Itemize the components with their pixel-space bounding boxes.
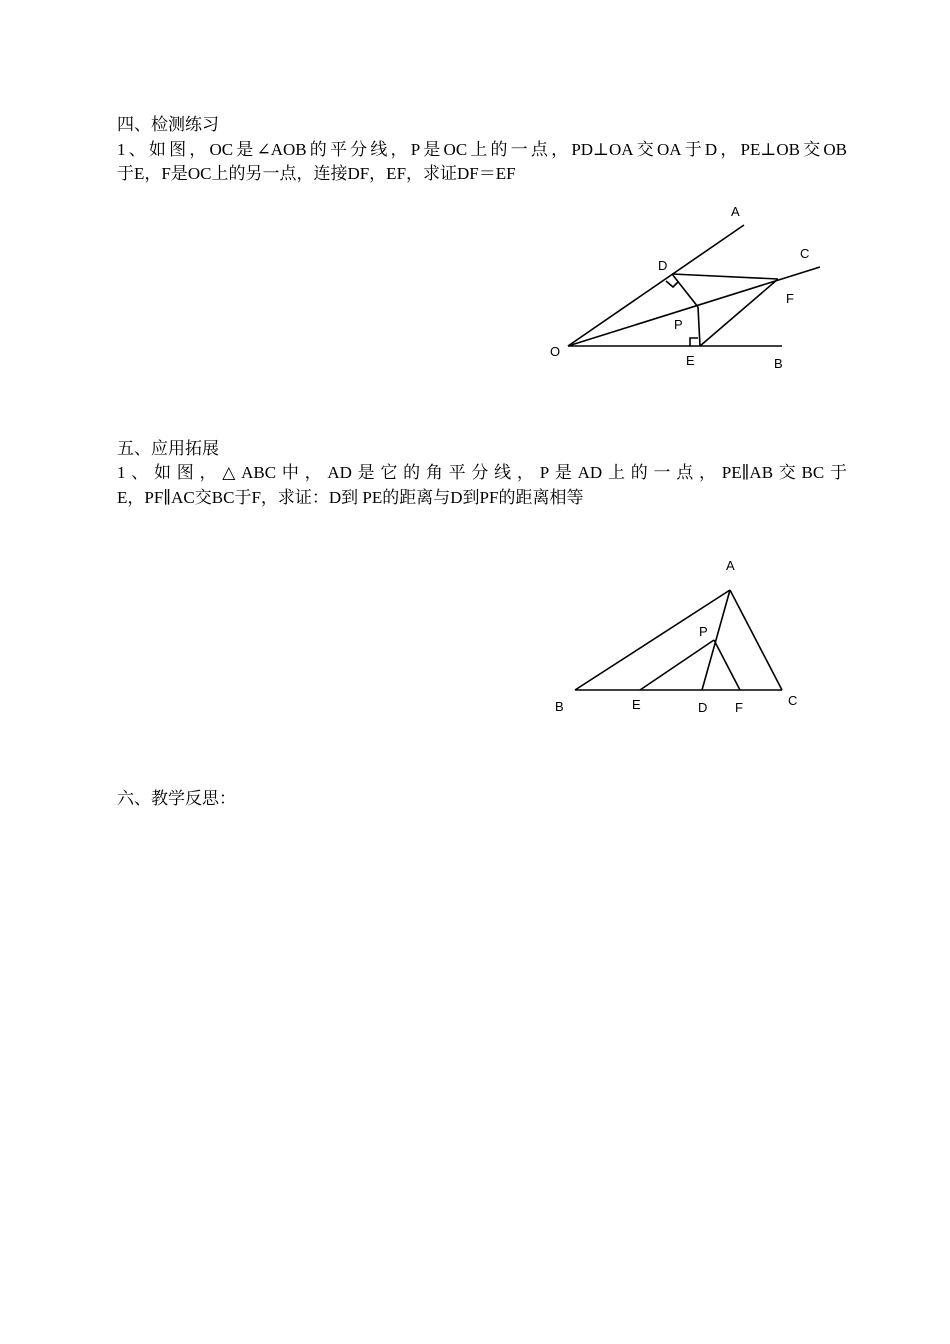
label-a: A [726, 558, 735, 573]
label-p: P [699, 624, 708, 639]
label-p: P [674, 317, 683, 332]
segment-pd [672, 274, 698, 307]
figure-triangle [540, 550, 820, 725]
label-d: D [658, 258, 668, 273]
section4-problem1-line2: 于E，F是OC上的另一点，连接DF，EF，求证DF＝EF [117, 164, 516, 183]
segment-pe [698, 307, 700, 346]
label-e: E [632, 697, 641, 712]
label-b: B [555, 699, 564, 714]
section5-problem1-line1: 1、如图，△ABC中，AD是它的角平分线，P是AD上的一点，PE∥AB交BC于 [117, 463, 847, 482]
segment-pe [640, 640, 714, 690]
label-f: F [786, 291, 794, 306]
ray-oa [568, 225, 744, 346]
section5-heading: 五、应用拓展 [117, 439, 219, 458]
label-b: B [774, 356, 783, 371]
section6-heading: 六、教学反思： [117, 789, 236, 808]
section5-problem1-line2: E，PF∥AC交BC于F，求证：D到 PE的距离与D到PF的距离相等 [117, 488, 584, 507]
side-ac [730, 590, 782, 690]
segment-pf [714, 640, 740, 690]
label-d: D [698, 700, 708, 715]
label-o: O [550, 344, 561, 359]
ray-oc [568, 267, 820, 346]
segment-df [672, 274, 778, 279]
figure-angle-bisector [540, 195, 840, 380]
segment-ef [700, 279, 778, 346]
label-e: E [686, 353, 695, 368]
right-angle-mark-e [690, 338, 698, 346]
section4-problem1-line1: 1、如图，OC是∠AOB的平分线，P是OC上的一点，PD⊥OA交OA于D，PE⊥OB交OB [117, 140, 847, 159]
label-c: C [788, 693, 798, 708]
section4-heading: 四、检测练习 [117, 115, 219, 134]
label-a: A [731, 204, 740, 219]
right-angle-mark-d [666, 281, 678, 287]
label-c: C [800, 246, 810, 261]
label-f: F [735, 700, 743, 715]
